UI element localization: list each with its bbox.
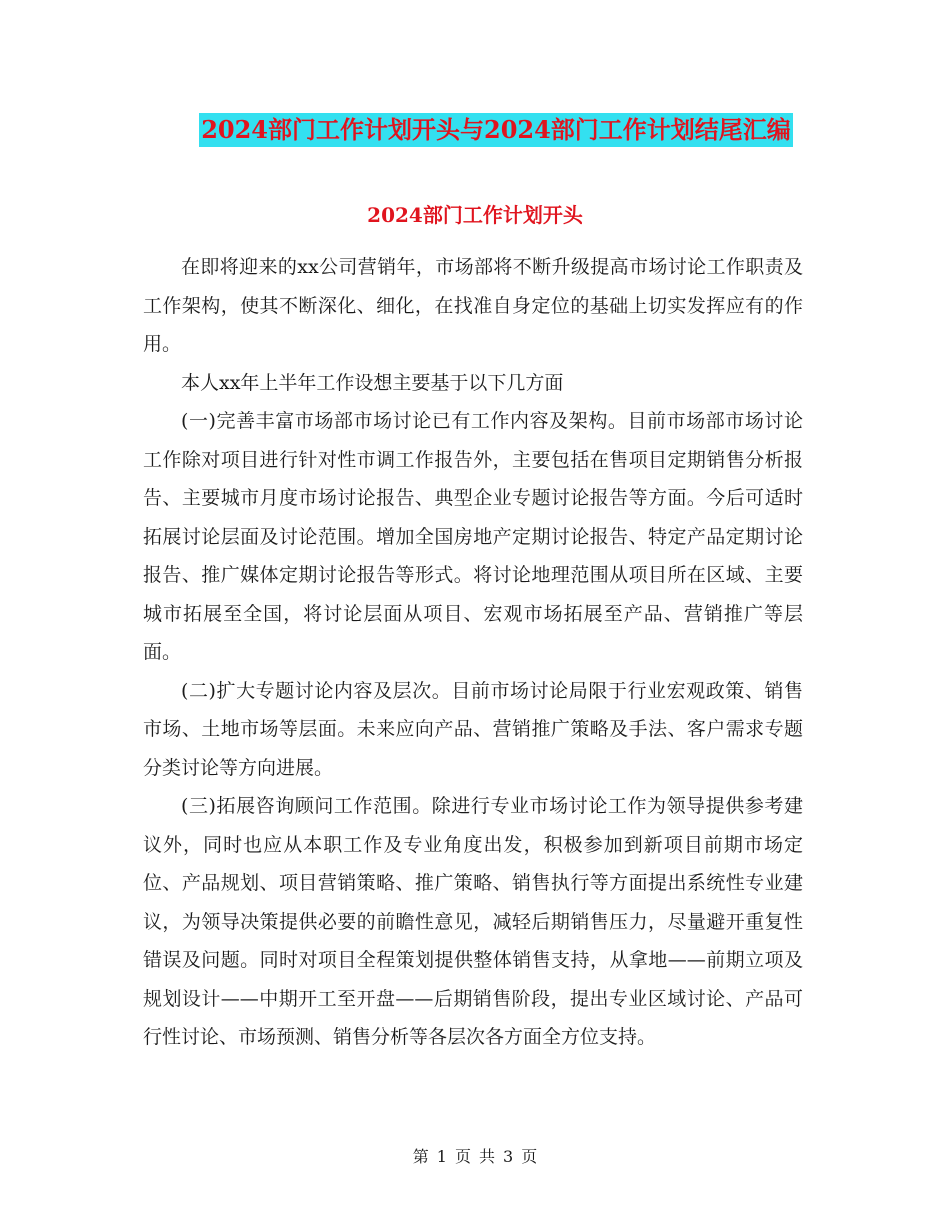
paragraph-intro: 在即将迎来的xx公司营销年，市场部将不断升级提高市场讨论工作职责及工作架构，使其不断深化、细化，在找准自身定位的基础上切实发挥应有的作用。 xyxy=(143,256,803,355)
footer-total-label: 共 xyxy=(479,1147,496,1166)
footer-current-page: 1 xyxy=(436,1147,447,1166)
footer-total-pages: 3 xyxy=(503,1147,514,1166)
paragraph-item-2: (二)扩大专题讨论内容及层次。目前市场讨论局限于行业宏观政策、销售市场、土地市场等层面。未来应向产品、营销推广策略及手法、客户需求专题分类讨论等方向进展。 xyxy=(143,679,803,779)
document-body xyxy=(143,248,803,1057)
main-title: 2024部门工作计划开头与2024部门工作计划结尾汇编 xyxy=(199,113,793,147)
footer-total-unit: 页 xyxy=(521,1147,538,1166)
section-title: 2024部门工作计划开头 xyxy=(367,203,583,227)
paragraph-item-1: (一)完善丰富市场部市场讨论已有工作内容及架构。目前市场部市场讨论工作除对项目进行针对性市调工作报告外，主要包括在售项目定期销售分析报告、主要城市月度市场讨论报告、典型企业专题讨论报告等方面。今后可适时拓展讨论层面及讨论范围。增加全国房地产定期讨论报告、特定产品定期讨论报告、推广媒体定期讨论报告等形式。将讨论地理范围从项目所在区域、主要城市拓展至全国，将讨论层面从项目、宏观市场拓展至产品、营销推广等层面。 xyxy=(143,410,803,663)
main-title-container xyxy=(0,113,950,147)
paragraph-plan-basis: 本人xx年上半年工作设想主要基于以下几方面 xyxy=(181,371,564,394)
page-footer xyxy=(0,1145,950,1169)
paragraph-item-3: (三)拓展咨询顾问工作范围。除进行专业市场讨论工作为领导提供参考建议外，同时也应从本职工作及专业角度出发，积极参加到新项目前期市场定位、产品规划、项目营销策略、推广策略、销售执行等方面提出系统性专业建议，为领导决策提供必要的前瞻性意见，减轻后期销售压力，尽量避开重复性错误及问题。同时对项目全程策划提供整体销售支持，从拿地——前期立项及规划设计——中期开工至开盘——后期销售阶段，提出专业区域讨论、产品可行性讨论、市场预测、销售分析等各层次各方面全方位支持。 xyxy=(143,795,803,1048)
footer-page-label: 第 xyxy=(412,1147,429,1166)
footer-page-unit: 页 xyxy=(454,1147,471,1166)
